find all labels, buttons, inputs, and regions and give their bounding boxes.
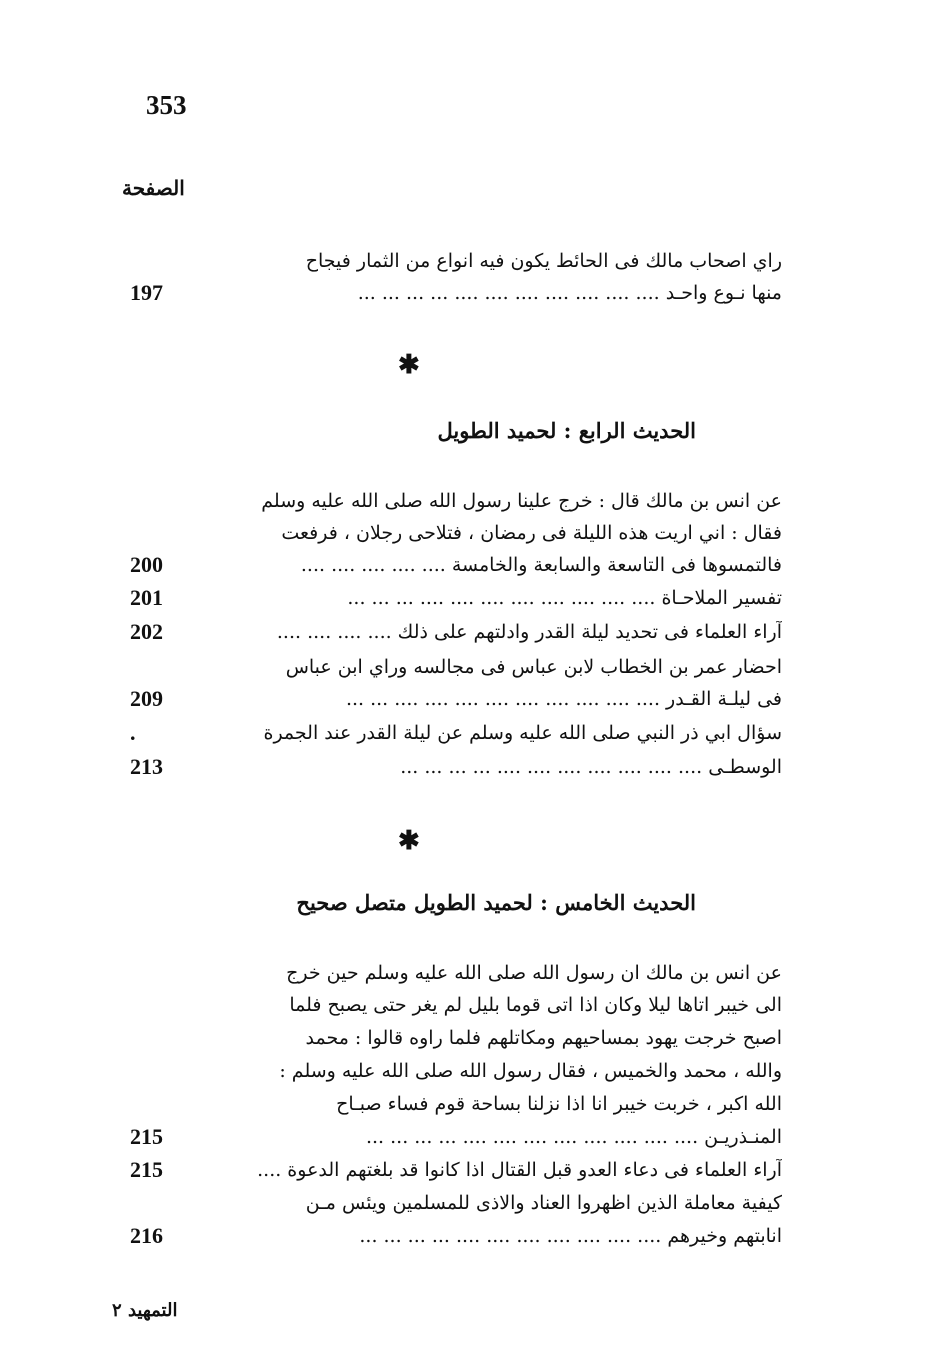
toc-entry-text: عن انس بن مالك قال : خرج علينا رسول الله صلى الله عليه وسلم [261,490,782,512]
toc-entry [120,1153,782,1187]
toc-entry [120,716,782,750]
toc-entry [120,956,782,990]
toc-entry [120,516,782,550]
toc-entry-text: منها نـوع واحـد .... .... .... .... .... .... .... ... ... ... ... [357,282,782,304]
toc-entry [120,615,782,649]
toc-entry [120,1021,782,1055]
toc-entry-text: الى خيبر اتاها ليلا وكان اذا اتى قوما بليل لم يغر حتى يصبح فلما [289,994,782,1016]
page-number: 353 [146,90,187,120]
toc-page-ref: 209 [130,686,163,711]
toc-entry [120,548,782,582]
toc-entry [120,682,782,716]
separator-star-icon: ✱ [398,350,420,380]
toc-entry-text: عن انس بن مالك ان رسول الله صلى الله عليه وسلم حين خرج [286,962,782,984]
toc-entry-text: انابتهم وخيرهم .... .... .... .... .... .... .... ... ... ... ... [359,1225,782,1247]
page-column-header: الصفحة [122,176,185,200]
toc-page-ref: 213 [130,754,163,779]
toc-entry-text: تفسير الملاحـاة .... .... .... .... .... .... .... .... ... ... ... [347,587,782,609]
toc-entry-text: فقال : اني اريت هذه الليلة فى رمضان ، فتلاحى رجلان ، فرفعت [281,522,782,544]
toc-page-ref: 215 [130,1157,163,1182]
toc-entry [120,581,782,615]
toc-entry-text: الله اكبر ، خربت خيبر انا اذا نزلنا بساحة قوم فساء صبـاح [336,1093,782,1115]
toc-page-ref: 201 [130,585,163,610]
section-heading: الحديث الخامس : لحميد الطويل متصل صحيح [296,890,696,915]
toc-page-ref: 197 [130,280,163,305]
toc-entry-text: المنـذريـن .... .... .... .... .... .... .... .... ... ... ... ... [365,1126,782,1148]
toc-entry-text: راي اصحاب مالك فى الحائط يكون فيه انواع من الثمار فيجاح [305,250,782,272]
toc-entry-text: سؤال ابي ذر النبي صلى الله عليه وسلم عن ليلة القدر عند الجمرة [263,722,782,744]
toc-page-ref: . [130,720,136,745]
toc-entry-text: آراء العلماء فى تحديد ليلة القدر وادلتهم على ذلك .... .... .... .... [276,621,782,643]
toc-page-ref: 200 [130,552,163,577]
toc-entry-text: فى ليلـة القـدر .... .... .... .... .... .... .... .... .... ... ... [345,688,782,710]
toc-entry-text: كيفية معاملة الذين اظهروا العناد والاذى للمسلمين ويئس مـن [305,1192,782,1214]
toc-entry [120,988,782,1022]
toc-entry [120,650,782,684]
toc-entry-text: الوسطـى .... .... .... .... .... .... .... ... ... ... ... [400,756,782,778]
toc-page-ref: 202 [130,619,163,644]
toc-entry [120,1186,782,1220]
toc-entry-text: اصبح خرجت يهود بمساحيهم ومكاتلهم فلما راوه قالوا : محمد [305,1027,782,1049]
toc-entry [120,1219,782,1253]
toc-entry-text: احضار عمر بن الخطاب لابن عباس فى مجالسه وراي ابن عباس [285,656,782,678]
toc-entry [120,750,782,784]
toc-entry-text: والله ، محمد والخميس ، فقال رسول الله صلى الله عليه وسلم : [279,1060,782,1082]
toc-entry-text: فالتمسوها فى التاسعة والسابعة والخامسة .... .... .... .... .... [300,554,782,576]
toc-page-ref: 216 [130,1223,163,1248]
section-heading: الحديث الرابع : لحميد الطويل [437,418,696,443]
footer-signature: التمهيد ٢ [112,1300,178,1321]
toc-entry [120,484,782,518]
toc-entry [120,1054,782,1088]
toc-entry [120,1120,782,1154]
toc-entry [120,244,782,278]
toc-page-ref: 215 [130,1124,163,1149]
toc-entry [120,1087,782,1121]
toc-entry [120,276,782,310]
separator-star-icon: ✱ [398,826,420,856]
toc-entry-text: آراء العلماء فى دعاء العدو قبل القتال اذا كانوا قد بلغتهم الدعوة .... [257,1159,782,1181]
